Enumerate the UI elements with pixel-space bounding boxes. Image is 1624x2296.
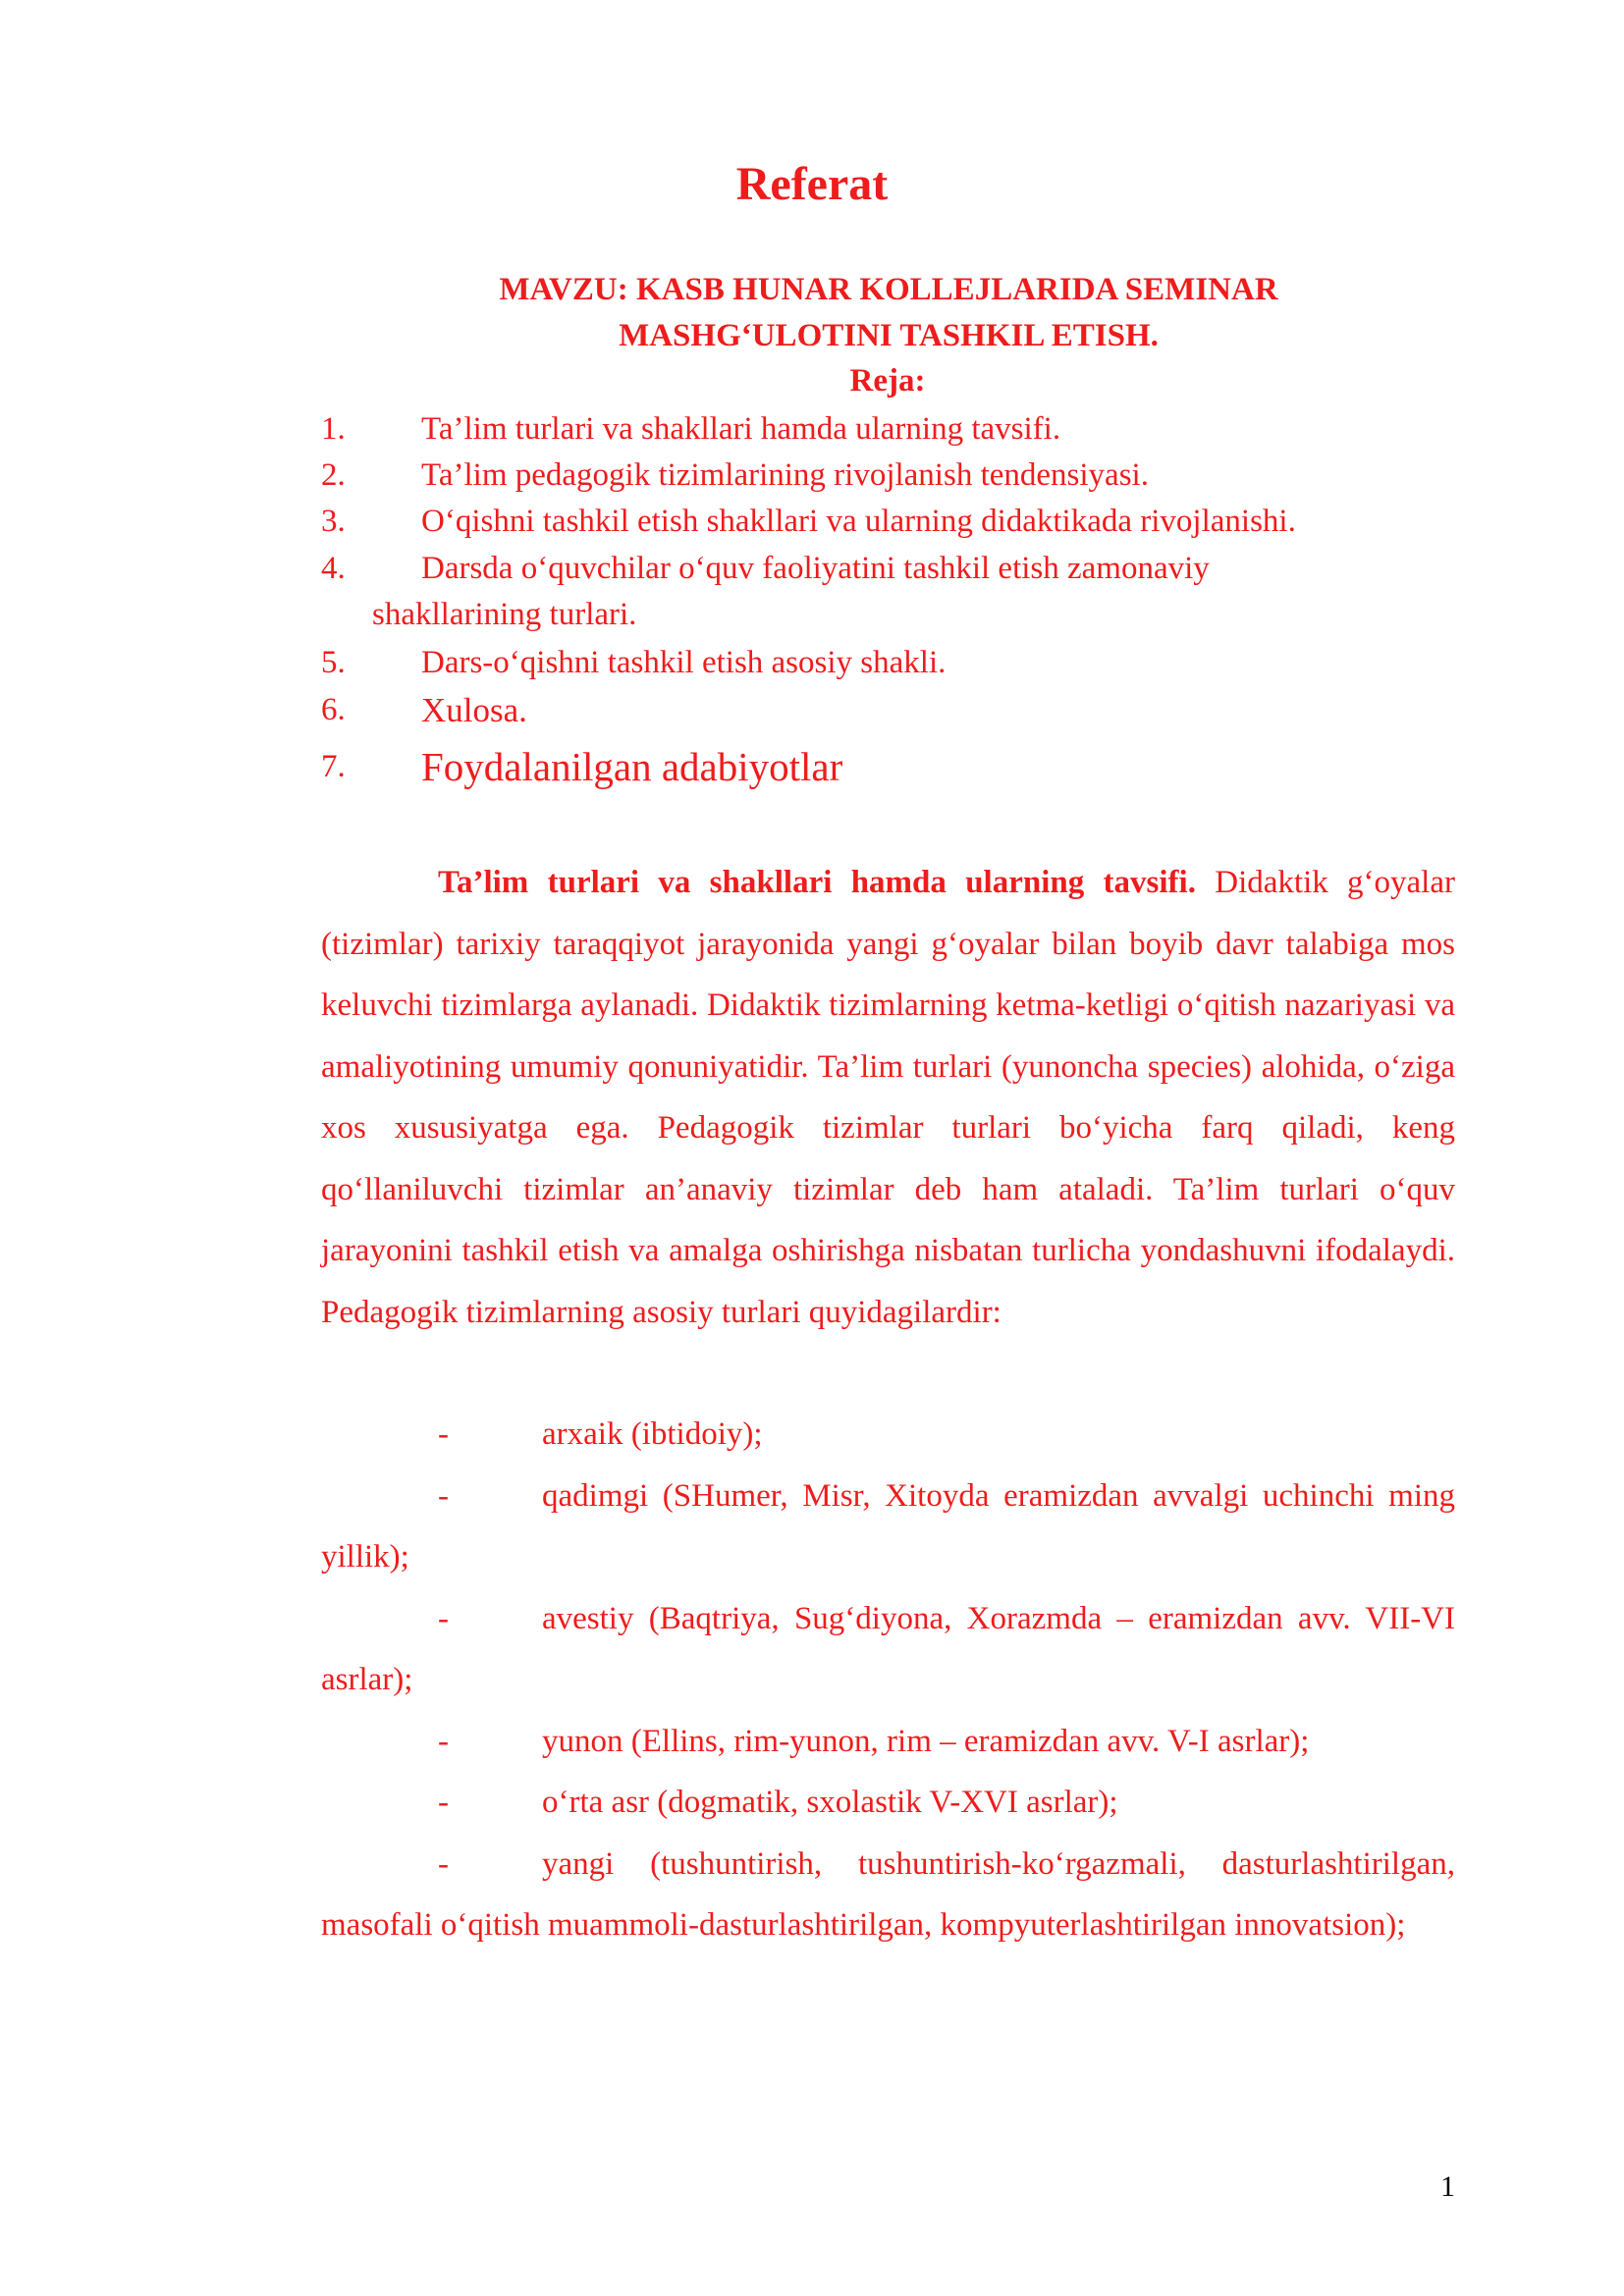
plan-item-number: 5. xyxy=(321,645,346,680)
list-item xyxy=(321,1834,1455,1956)
pedagogical-types-list xyxy=(321,1404,1455,1956)
plan-item-text: Darsda o‘quvchilar o‘quv faoliyatini tashkil etish zamonaviy xyxy=(421,551,1210,586)
plan-item-text: Xulosa. xyxy=(421,691,527,729)
list-item-text: yunon (Ellins, rim-yunon, rim – eramizdan avv. V-I asrlar); xyxy=(542,1723,1310,1759)
section-paragraph xyxy=(321,852,1455,1343)
list-item xyxy=(321,1466,1455,1588)
dash-marker: - xyxy=(438,1416,449,1452)
list-item-text: o‘rta asr (dogmatik, sxolastik V-XVI asrlar); xyxy=(542,1785,1118,1820)
plan-item-text: O‘qishni tashkil etish shakllari va ularning didaktikada rivojlanishi. xyxy=(421,504,1296,539)
section-body: Didaktik g‘oyalar (tizimlar) tarixiy taraqqiyot jarayonida yangi g‘oyalar bilan boyib davr talabiga mos keluvchi tizimlarga aylanadi. Didaktik tizimlarning ketma-ketligi o‘qitish nazariyasi va amaliyotining umumiy qonuniyatidir. Ta’lim turlari (yunoncha species) alohida, o‘ziga xos xususiyatga ega. Pedagogik tizimlar turlari bo‘yicha farq qiladi, keng qo‘llaniluvchi tizimlar an’anaviy tizimlar deb ham ataladi. Ta’lim turlari o‘quv jarayonini tashkil etish va amalga oshirishga nisbatan turlicha yondashuvni ifodalaydi. Pedagogik tizimlarning asosiy turlari quyidagilardir: xyxy=(321,865,1455,1330)
plan-item-number: 6. xyxy=(321,692,346,727)
topic-heading xyxy=(373,267,1404,359)
list-item-text: avestiy (Baqtriya, Sug‘diyona, Xorazmda – eramizdan avv. VII-VI asrlar); xyxy=(321,1600,1455,1697)
plan-item-number: 3. xyxy=(321,504,346,539)
dash-marker: - xyxy=(438,1600,449,1636)
section-heading: Ta’lim turlari va shakllari hamda ularning tavsifi. xyxy=(438,865,1196,900)
plan-item-number: 4. xyxy=(321,551,346,586)
plan-item-number: 2. xyxy=(321,457,346,493)
dash-marker: - xyxy=(438,1723,449,1759)
dash-marker: - xyxy=(438,1785,449,1820)
plan-item-number: 1. xyxy=(321,411,346,447)
dash-marker: - xyxy=(438,1845,449,1882)
plan-item-text: Dars-o‘qishni tashkil etish asosiy shakli. xyxy=(421,645,947,680)
topic-line-2: MASHG‘ULOTINI TASHKIL ETISH. xyxy=(619,318,1159,353)
plan-item-number: 7. xyxy=(321,749,346,784)
page-number: 1 xyxy=(1440,2170,1455,2203)
list-item xyxy=(321,1588,1455,1711)
list-item-text: qadimgi (SHumer, Misr, Xitoyda eramizdan avvalgi uchinchi ming yillik); xyxy=(321,1477,1455,1575)
plan-item-text: Foydalanilgan adabiyotlar xyxy=(421,744,843,789)
document-title: Referat xyxy=(735,158,889,210)
list-item xyxy=(321,1711,1455,1773)
plan-heading: Reja: xyxy=(849,363,926,399)
topic-line-1: MAVZU: KASB HUNAR KOLLEJLARIDA SEMINAR xyxy=(499,272,1278,307)
list-item xyxy=(321,1772,1455,1834)
plan-item-continuation: shakllarining turlari. xyxy=(372,597,637,632)
dash-marker: - xyxy=(438,1477,449,1514)
plan-item-text: Ta’lim turlari va shakllari hamda ularning tavsifi. xyxy=(421,411,1061,447)
plan-item-text: Ta’lim pedagogik tizimlarining rivojlanish tendensiyasi. xyxy=(421,457,1149,493)
list-item xyxy=(321,1404,1455,1466)
list-item-text: yangi (tushuntirish, tushuntirish-ko‘rgazmali, dasturlashtirilgan, masofali o‘qitish muammoli-dasturlashtirilgan, kompyuterlashtirilgan innovatsion); xyxy=(321,1845,1455,1943)
list-item-text: arxaik (ibtidoiy); xyxy=(542,1416,763,1452)
